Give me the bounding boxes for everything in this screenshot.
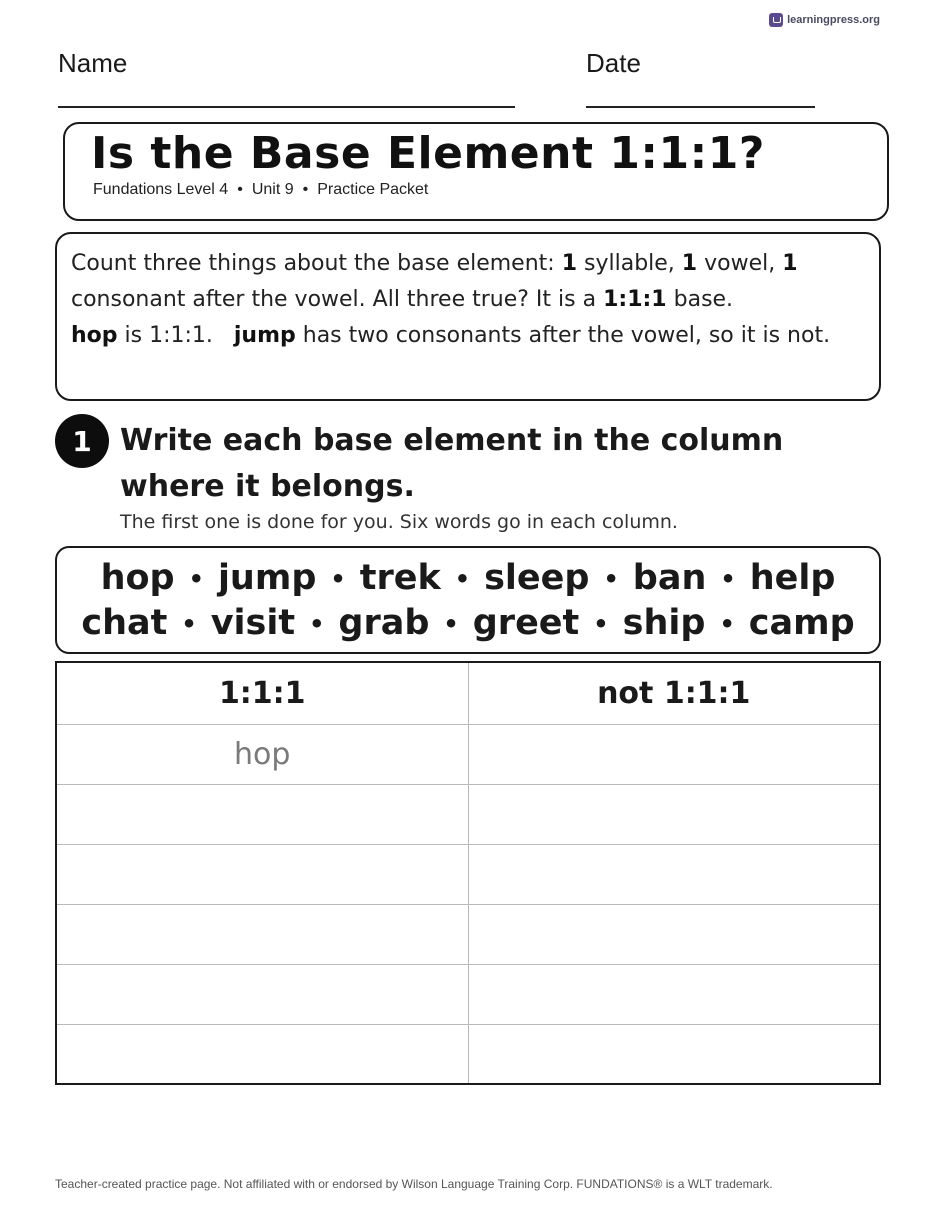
word-bank-word: hop xyxy=(100,558,175,598)
footer-disclaimer: Teacher-created practice page. Not affiliated with or endorsed by Wilson Language Training Corp. FUNDATIONS® is a WLT trademark. xyxy=(55,1177,773,1191)
table-row xyxy=(56,784,880,844)
page-title: Is the Base Element 1:1:1? xyxy=(91,128,765,179)
rule-text: Count three things about the base element: xyxy=(71,251,562,276)
word-separator: • xyxy=(593,610,609,638)
example-text: is 1:1:1. xyxy=(117,323,213,348)
rule-count: 1 xyxy=(681,251,698,276)
answer-cell[interactable] xyxy=(56,844,468,904)
brand-logo xyxy=(769,13,880,27)
table-header-row xyxy=(56,662,880,724)
name-line[interactable] xyxy=(58,106,515,108)
word-bank-word: greet xyxy=(472,603,580,643)
column-header-111: 1:1:1 xyxy=(56,662,468,724)
table-row xyxy=(56,1024,880,1084)
word-bank-word: jump xyxy=(217,558,317,598)
sorting-table xyxy=(55,661,881,1085)
subtitle-separator: • xyxy=(302,181,309,198)
answer-cell[interactable] xyxy=(468,844,880,904)
word-bank-word: camp xyxy=(748,603,855,643)
word-separator: • xyxy=(181,610,197,638)
word-separator: • xyxy=(454,565,471,593)
rule-text: consonant after the vowel. All three true? It is a xyxy=(71,287,604,312)
date-line[interactable] xyxy=(586,106,815,108)
table-row xyxy=(56,904,880,964)
example-text: has two consonants after the vowel, so it is not. xyxy=(295,323,831,348)
answer-cell[interactable] xyxy=(468,784,880,844)
name-label: Name xyxy=(58,48,128,78)
question-instruction: The first one is done for you. Six words go in each column. xyxy=(120,511,678,533)
table-row xyxy=(56,964,880,1024)
word-bank xyxy=(55,546,881,654)
word-bank-word: ban xyxy=(632,558,707,598)
table-row xyxy=(56,724,880,784)
word-separator: • xyxy=(603,565,619,593)
answer-cell[interactable] xyxy=(468,964,880,1024)
rule-text: base. xyxy=(666,287,734,312)
word-separator: • xyxy=(309,610,325,638)
brand-label: learningpress.org xyxy=(787,14,880,26)
subtitle xyxy=(93,181,428,199)
word-bank-word: chat xyxy=(81,603,168,643)
word-separator: • xyxy=(719,610,735,638)
title-box xyxy=(63,122,889,221)
word-bank-word: trek xyxy=(359,558,441,598)
book-icon xyxy=(769,13,783,27)
rule-count: 1 xyxy=(561,251,578,276)
example-word: hop xyxy=(71,323,118,348)
date-label: Date xyxy=(586,48,641,78)
word-bank-row xyxy=(57,601,879,646)
rule-text: syllable, xyxy=(577,251,682,276)
word-bank-word: sleep xyxy=(484,558,590,598)
table-row xyxy=(56,844,880,904)
rule-text: vowel, xyxy=(697,251,783,276)
word-separator: • xyxy=(443,610,459,638)
answer-cell[interactable] xyxy=(468,1024,880,1084)
answer-cell[interactable] xyxy=(468,724,880,784)
rule-count: 1 xyxy=(782,251,798,276)
answer-cell[interactable]: hop xyxy=(56,724,468,784)
question-number-badge: 1 xyxy=(55,414,109,468)
word-bank-word: ship xyxy=(622,603,706,643)
answer-cell[interactable] xyxy=(56,1024,468,1084)
rule-explanation-box xyxy=(55,232,881,401)
answer-cell[interactable] xyxy=(56,904,468,964)
word-bank-word: visit xyxy=(210,603,296,643)
answer-cell[interactable] xyxy=(468,904,880,964)
word-separator: • xyxy=(330,565,346,593)
subtitle-unit: Unit 9 xyxy=(251,181,294,198)
subtitle-packet: Practice Packet xyxy=(317,181,429,198)
rule-ratio: 1:1:1 xyxy=(603,287,667,312)
column-header-not-111: not 1:1:1 xyxy=(468,662,880,724)
word-bank-row xyxy=(57,556,879,601)
word-separator: • xyxy=(720,565,736,593)
word-bank-word: help xyxy=(749,558,836,598)
example-word: jump xyxy=(233,323,296,348)
answer-cell[interactable] xyxy=(56,964,468,1024)
answer-cell[interactable] xyxy=(56,784,468,844)
question-prompt: Write each base element in the column where it belongs. xyxy=(120,423,784,504)
word-separator: • xyxy=(188,565,204,593)
subtitle-separator: • xyxy=(237,181,243,198)
word-bank-word: grab xyxy=(338,603,430,643)
subtitle-level: Fundations Level 4 xyxy=(93,181,229,198)
